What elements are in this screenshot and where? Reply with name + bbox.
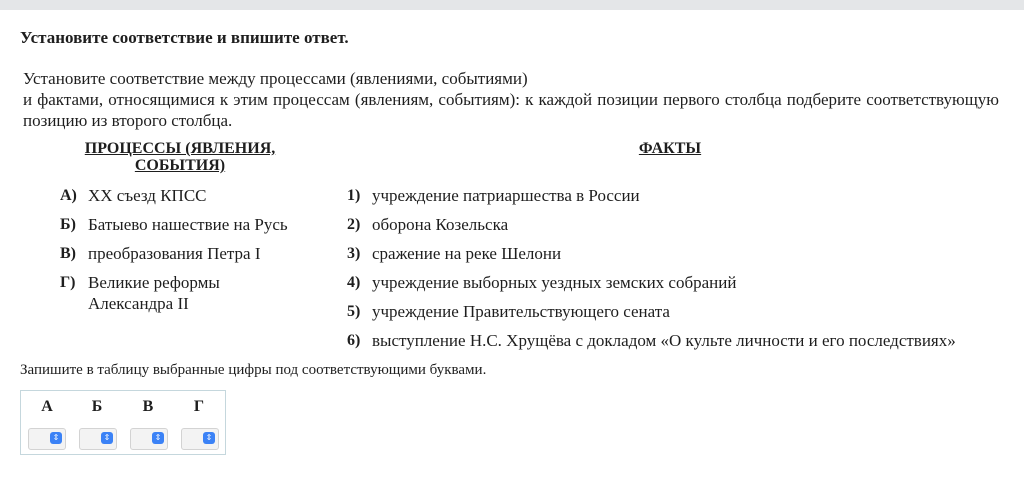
process-letter: Б)	[60, 216, 76, 233]
fact-text: учреждение Правительствующего сената	[372, 302, 670, 321]
up-down-chevron-icon: ⇕	[101, 432, 113, 444]
process-text: Великие реформы	[88, 273, 220, 292]
up-down-chevron-icon: ⇕	[152, 432, 164, 444]
answer-select-b[interactable]	[79, 428, 117, 450]
fact-text: учреждение выборных уездных земских собраний	[372, 273, 737, 292]
answer-header-g: Г	[193, 398, 205, 415]
intro-line-1: Установите соответствие между процессами (явлениями, событиями)	[23, 69, 528, 88]
fact-text: учреждение патриаршества в России	[372, 186, 640, 205]
answer-select-a[interactable]	[28, 428, 66, 450]
task-intro	[23, 68, 999, 131]
fact-text: выступление Н.С. Хрущёва с докладом «О культе личности и его последствиях»	[372, 331, 956, 350]
intro-rest: и фактами, относящимися к этим процессам (явлениям, событиям): к каждой позиции первого столбца подберите соответствующую позицию из второго столбца.	[23, 90, 999, 130]
fact-number: 5)	[347, 303, 361, 320]
task-title: Установите соответствие и впишите ответ.	[20, 28, 349, 47]
fact-text: сражение на реке Шелони	[372, 244, 562, 263]
process-text: Батыево нашествие на Русь	[88, 215, 288, 234]
fact-number: 1)	[347, 187, 361, 204]
fact-number: 6)	[347, 332, 361, 349]
answer-instruction: Запишите в таблицу выбранные цифры под соответствующими буквами.	[20, 362, 487, 378]
facts-header: ФАКТЫ	[638, 140, 702, 157]
process-text: преобразования Петра I	[88, 244, 261, 263]
up-down-chevron-icon: ⇕	[50, 432, 62, 444]
answer-select-g[interactable]	[181, 428, 219, 450]
process-letter: А)	[60, 187, 77, 204]
processes-header: ПРОЦЕССЫ (ЯВЛЕНИЯ, СОБЫТИЯ)	[84, 140, 276, 174]
process-letter: В)	[60, 245, 76, 262]
answer-table	[20, 390, 226, 455]
answer-header-v: В	[142, 398, 154, 415]
process-letter: Г)	[60, 274, 76, 291]
process-text: XX съезд КПСС	[88, 186, 207, 205]
answer-header-b: Б	[91, 398, 103, 415]
answer-select-v[interactable]	[130, 428, 168, 450]
answer-header-a: А	[41, 398, 53, 415]
fact-number: 4)	[347, 274, 361, 291]
fact-number: 2)	[347, 216, 361, 233]
top-bar	[0, 0, 1024, 10]
up-down-chevron-icon: ⇕	[203, 432, 215, 444]
process-text-line2: Александра II	[88, 294, 189, 313]
fact-text: оборона Козельска	[372, 215, 509, 234]
fact-number: 3)	[347, 245, 361, 262]
